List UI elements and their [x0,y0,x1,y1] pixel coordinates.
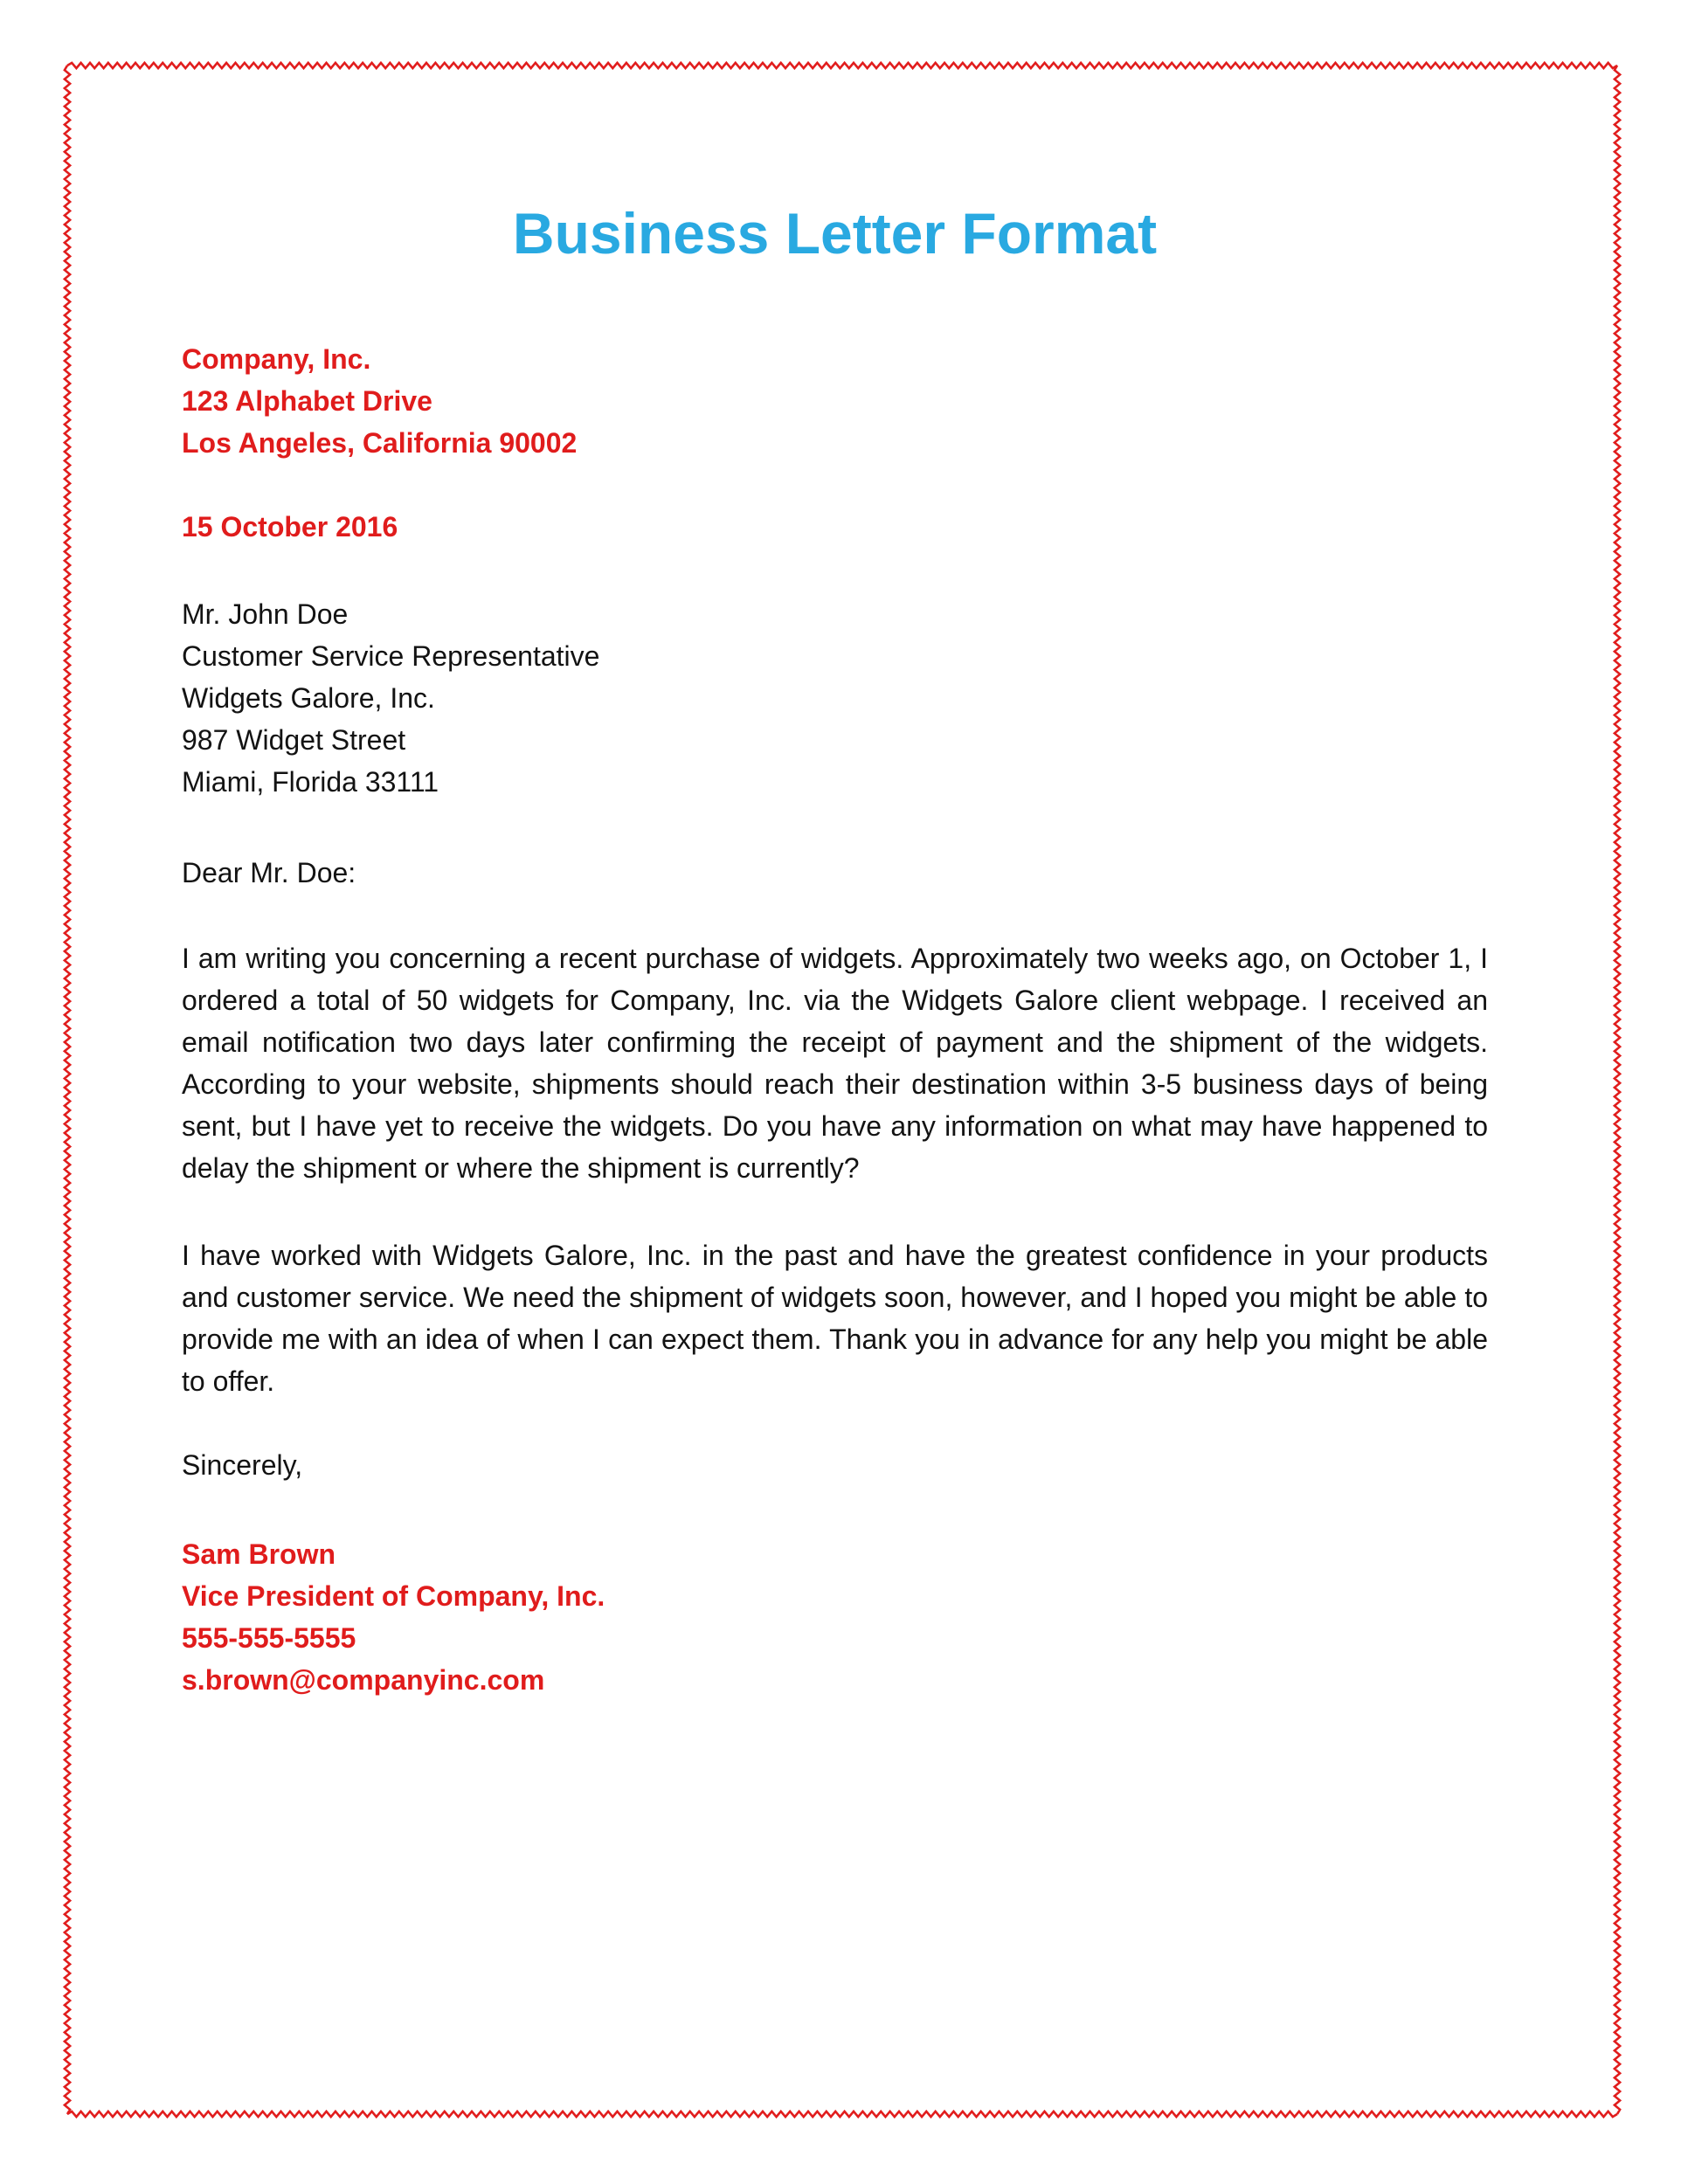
recipient-title: Customer Service Representative [182,640,600,672]
recipient-street: 987 Widget Street [182,724,406,756]
signature-phone: 555-555-5555 [182,1622,356,1654]
sender-company-name: Company, Inc. [182,343,371,375]
recipient-address-block [182,593,1488,803]
sender-address-block [182,338,1488,464]
closing: Sincerely, [182,1449,303,1481]
salutation: Dear Mr. Doe: [182,857,356,888]
page-title: Business Letter Format [512,201,1158,266]
recipient-name: Mr. John Doe [182,598,349,630]
body-paragraph-2: I have worked with Widgets Galore, Inc. in the past and have the greatest confidence in your products and customer service. We need the shipment of widgets soon, however, and I hoped you might be able to provide me with an idea of when I can expect them. Thank you in advance for any help you might be able to offer. [182,1240,1488,1397]
body-paragraph-1: I am writing you concerning a recent purchase of widgets. Approximately two weeks ago, on October 1, I ordered a total of 50 widgets for Company, Inc. via the Widgets Galore client webpage. I received an email notification two days later confirming the receipt of payment and the shipment of the widgets. According to your website, shipments should reach their destination within 3-5 business days of being sent, but I have yet to receive the widgets. Do you have any information on what may have happened to delay the shipment or where the shipment is currently? [182,943,1488,1184]
signature-block [182,1533,1488,1701]
sender-street: 123 Alphabet Drive [182,385,432,417]
letter-content [182,0,1488,1701]
recipient-city-state-zip: Miami, Florida 33111 [182,766,439,798]
sender-city-state-zip: Los Angeles, California 90002 [182,427,578,459]
letter-date: 15 October 2016 [182,511,398,543]
signature-title: Vice President of Company, Inc. [182,1580,605,1612]
signature-email: s.brown@companyinc.com [182,1664,545,1696]
recipient-company: Widgets Galore, Inc. [182,682,435,714]
signature-name: Sam Brown [182,1538,336,1570]
